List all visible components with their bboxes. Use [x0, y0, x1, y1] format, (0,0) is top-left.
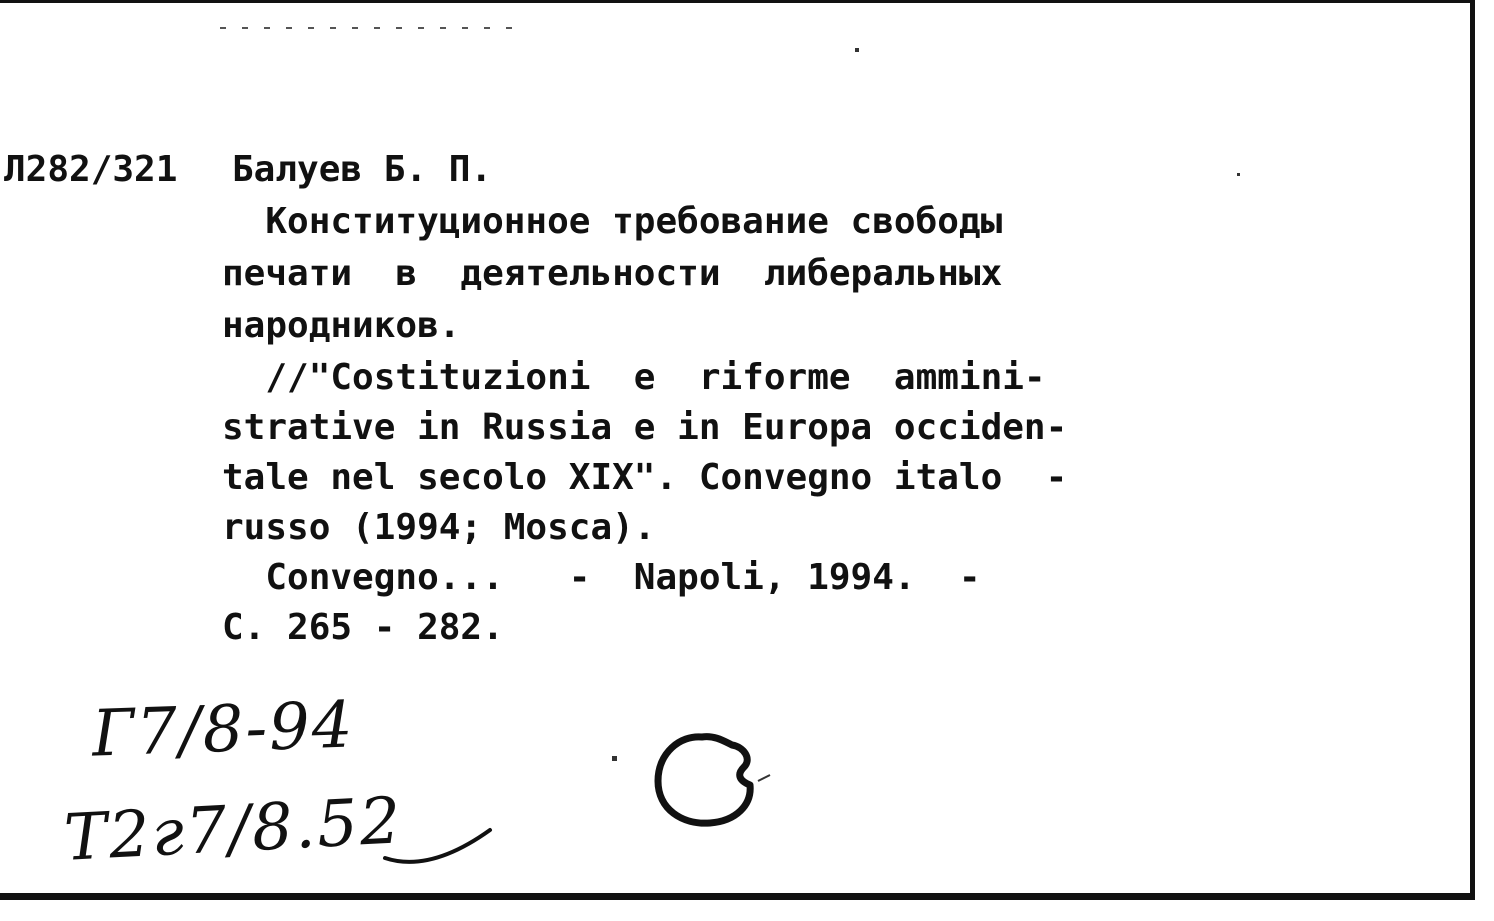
call-number: Л282/321: [4, 149, 178, 190]
title-line-2: печати в деятельности либеральных: [222, 253, 1003, 294]
scan-dashes: [220, 27, 520, 29]
scan-speck: [855, 48, 859, 52]
source-line-4: russo (1994; Mosca).: [222, 507, 656, 548]
author-name: Балуев Б. П.: [232, 149, 493, 190]
scan-speck: [612, 756, 617, 761]
handwritten-shelfmark-2: Т2г7/8.52: [62, 784, 405, 876]
title-line-3: народников.: [222, 305, 461, 346]
source-line-1: //"Costituzioni e riforme ammini-: [222, 357, 1046, 398]
publication-line-2: C. 265 - 282.: [222, 607, 504, 648]
title-line-1: Конституционное требование свободы: [222, 201, 1003, 242]
scan-speck: [1237, 173, 1240, 176]
circle-stamp-icon: [640, 723, 790, 833]
source-line-2: strative in Russia e in Europa occiden-: [222, 407, 1068, 448]
handwritten-shelfmark-1: Г7/8-94: [90, 688, 356, 772]
handwritten-underline-mark: [380, 808, 510, 878]
source-line-3: tale nel secolo XIX". Convegno italo -: [222, 457, 1068, 498]
publication-line-1: Convegno... - Napoli, 1994. -: [222, 557, 981, 598]
